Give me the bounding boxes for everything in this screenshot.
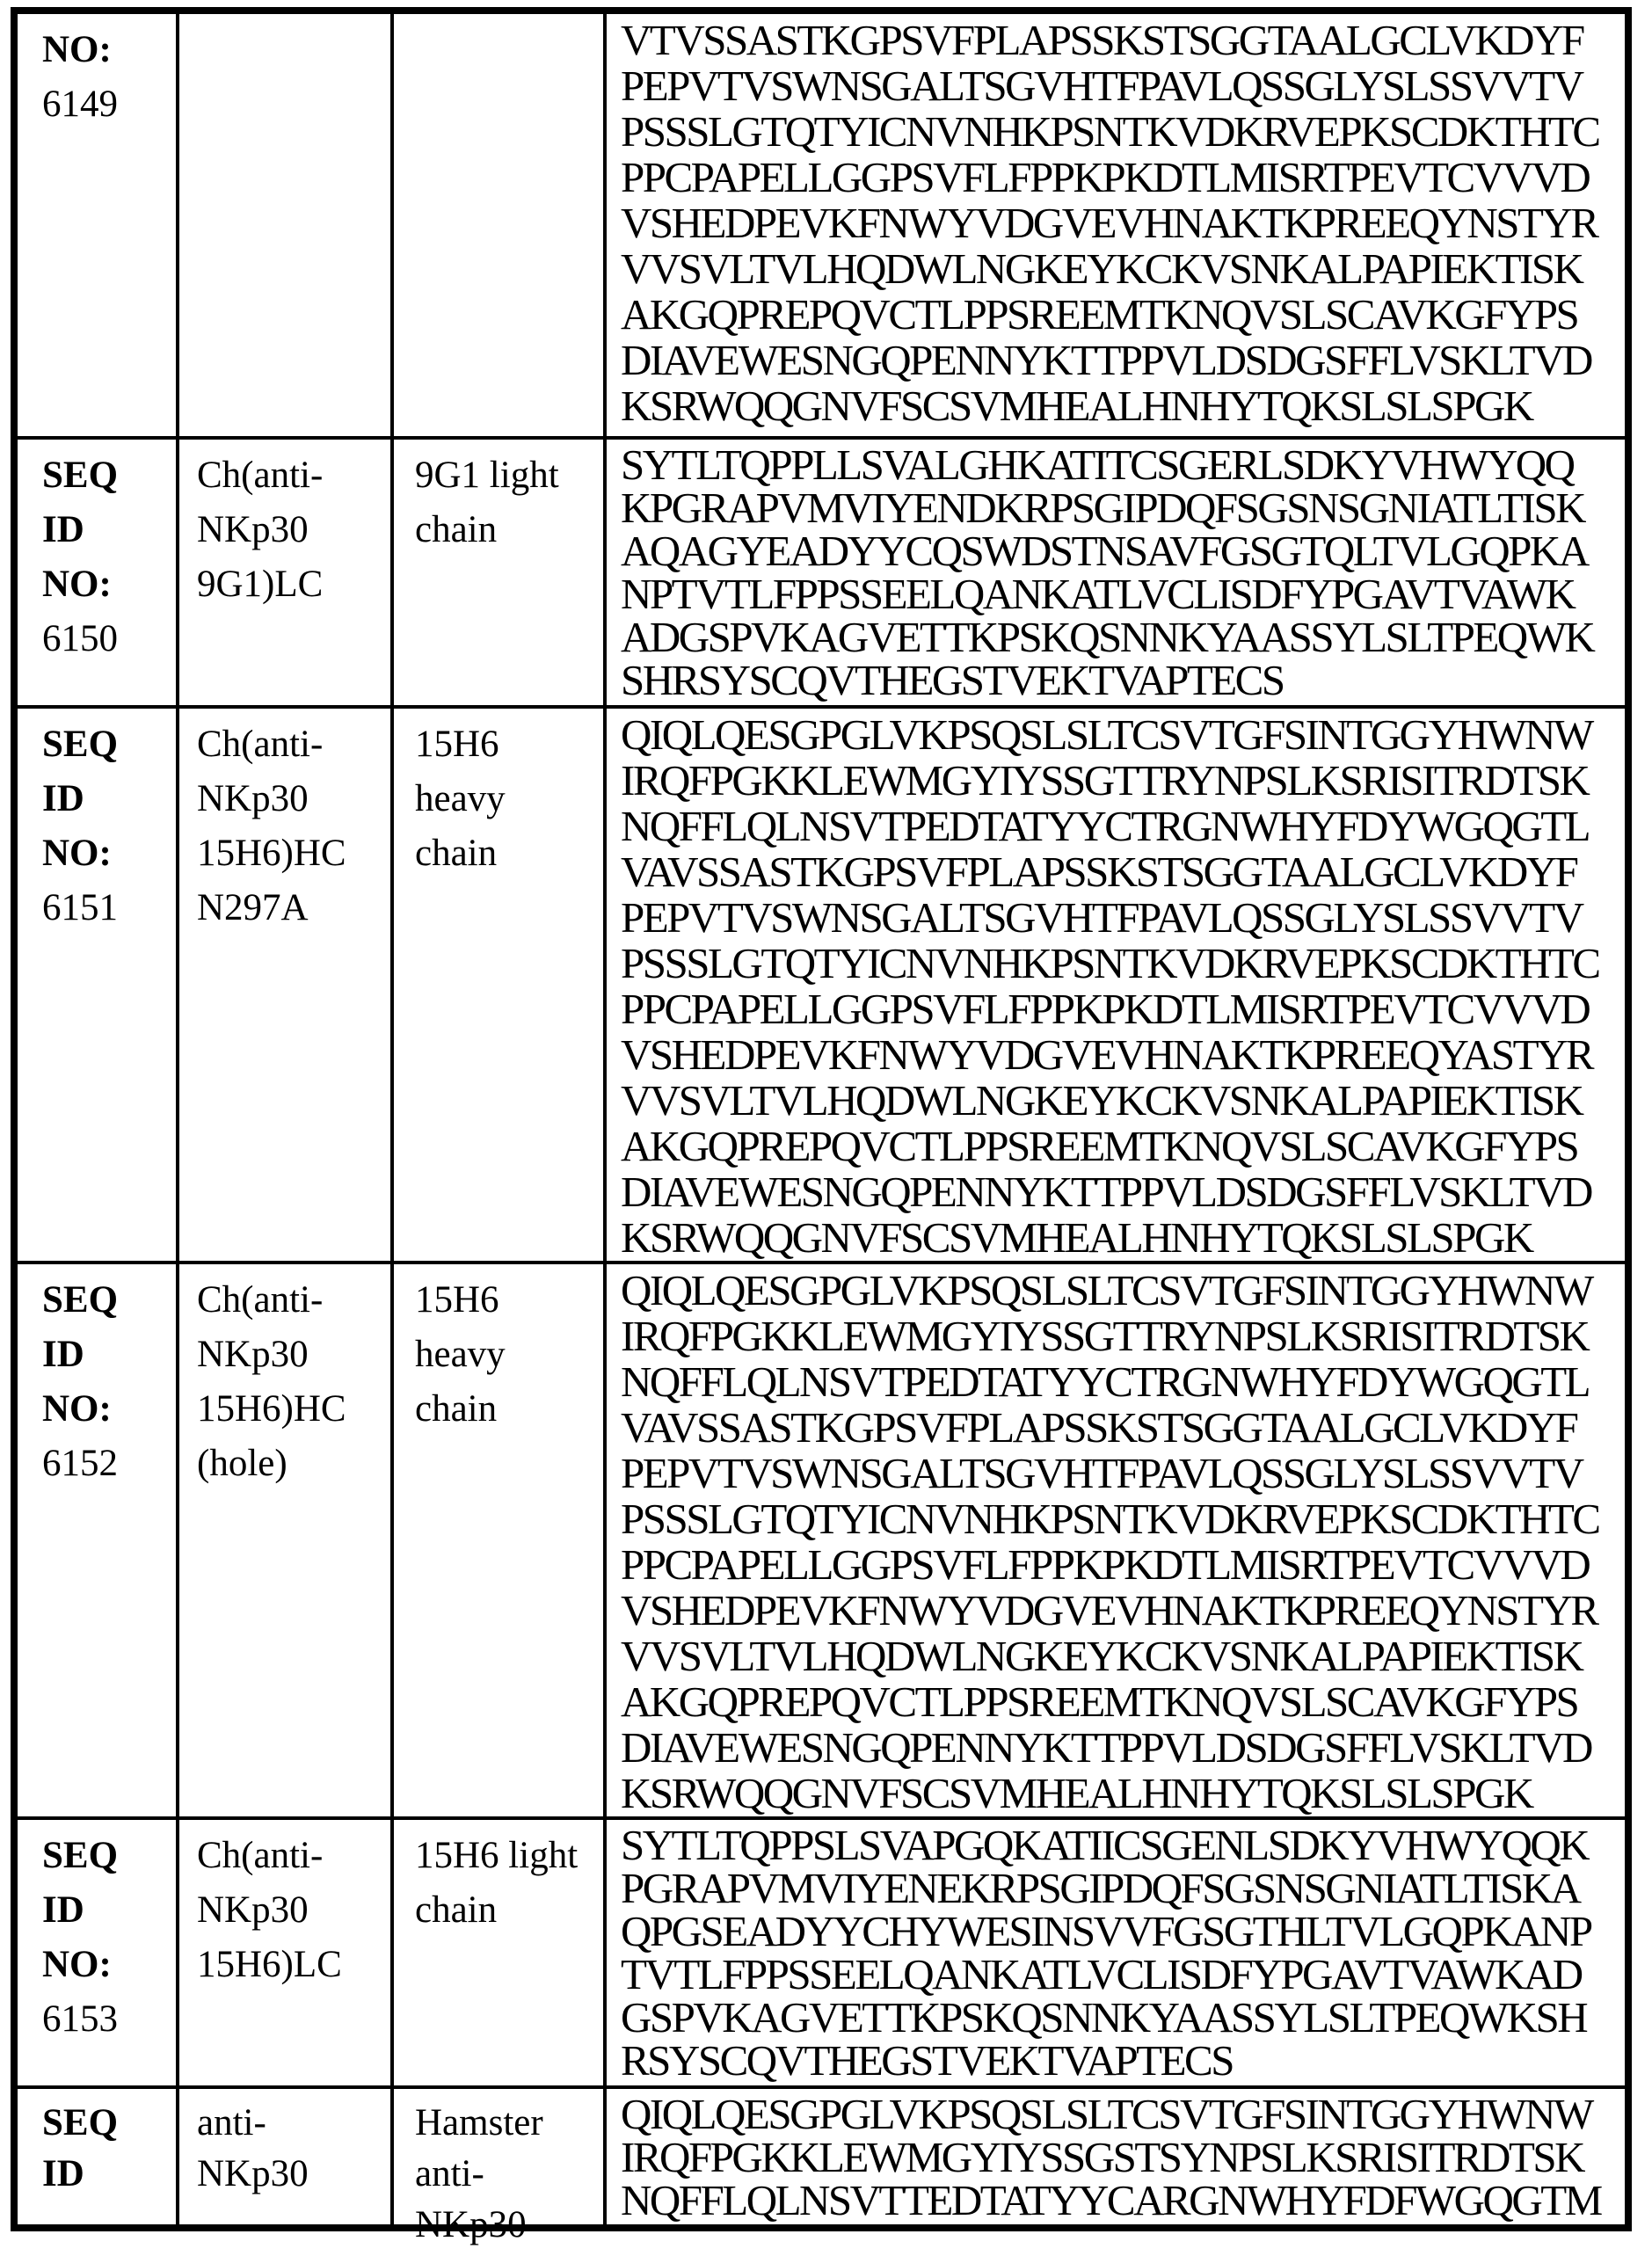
table-row (18, 1261, 1625, 1816)
sequence-table (11, 7, 1632, 2245)
sequence-line: PSSSLGTQTYICNVNHKPSNTKVDKRVEPKSCDKTHTC (621, 939, 1599, 987)
sequence-line: PEPVTVSWNSGALTSGVHTFPAVLQSSGLYSLSSVVTV (621, 62, 1583, 110)
sequence-line: KSRWQQGNVFSCSVMHEALHNHYTQKSLSLSPGK (621, 1213, 1532, 1262)
construct-name-line: N297A (197, 887, 309, 928)
seq-id-cell (18, 709, 176, 1261)
seq-id-line: 6149 (42, 84, 118, 125)
description-cell (390, 709, 603, 1261)
sequence-line: SHRSYSCQVTHEGSTVEKTVAPTECS (621, 656, 1284, 704)
description-line: chain (415, 1388, 498, 1430)
sequence-cell (603, 709, 1625, 1261)
description-cell (390, 1264, 603, 1816)
sequence-line: VSHEDPEVKFNWYVDGVEVHNAKTKPREEQYNSTYR (621, 199, 1597, 247)
sequence-line: SYTLTQPPSLSVAPGQKATIICSGENLSDKYVHWYQQK (621, 1821, 1589, 1869)
description-line: chain (415, 1889, 498, 1931)
description-line: 15H6 (415, 724, 499, 765)
construct-name-line: 15H6)HC (197, 833, 346, 874)
description-cell (390, 2089, 603, 2245)
sequence-line: PPCPAPELLGGPSVFLFPPKPKDTLMISRTPEVTCVVVD (621, 1540, 1590, 1589)
description-cell (390, 440, 603, 705)
description-line: heavy (415, 778, 506, 819)
seq-id-cell (18, 14, 176, 436)
sequence-line: QIQLQESGPGLVKPSQSLSLTCSVTGFSINTGGYHWNW (621, 1266, 1592, 1314)
seq-id-cell (18, 2089, 176, 2224)
seq-id-line: 6150 (42, 618, 118, 659)
seq-id-line: 6152 (42, 1443, 118, 1484)
description-line: 15H6 light (415, 1835, 579, 1876)
sequence-line: VAVSSASTKGPSVFPLAPSSKSTSGGTAALGCLVKDYF (621, 848, 1577, 896)
sequence-line: KSRWQQGNVFSCSVMHEALHNHYTQKSLSLSPGK (621, 382, 1532, 430)
sequence-line: NPTVTLFPPSSEELQANKATLVCLISDFYPGAVTVAWK (621, 570, 1575, 618)
sequence-line: NQFFLQLNSVTPEDTATYYCTRGNWHYFDYWGQGTL (621, 1357, 1590, 1406)
description-line: 9G1 light (415, 455, 559, 496)
sequence-line: QIQLQESGPGLVKPSQSLSLTCSVTGFSINTGGYHWNW (621, 710, 1592, 759)
seq-id-line: NO: (42, 29, 112, 70)
sequence-line: PPCPAPELLGGPSVFLFPPKPKDTLMISRTPEVTCVVVD (621, 153, 1590, 201)
description-line: heavy (415, 1334, 506, 1375)
sequence-line: QIQLQESGPGLVKPSQSLSLTCSVTGFSINTGGYHWNW (621, 2090, 1592, 2138)
sequence-line: KSRWQQGNVFSCSVMHEALHNHYTQKSLSLSPGK (621, 1769, 1532, 1817)
seq-id-cell (18, 440, 176, 705)
table-row (18, 14, 1625, 436)
sequence-line: VVSVLTVLHQDWLNGKEYKCKVSNKALPAPIEKTISK (621, 1632, 1583, 1680)
sequence-line: VAVSSASTKGPSVFPLAPSSKSTSGGTAALGCLVKDYF (621, 1403, 1577, 1452)
construct-name-cell (176, 14, 390, 436)
description-line: 15H6 (415, 1279, 499, 1321)
sequence-cell (603, 440, 1625, 705)
construct-name-line: anti- (197, 2102, 266, 2143)
construct-name-line: NKp30 (197, 1889, 309, 1931)
seq-id-line: SEQ (42, 1279, 119, 1321)
seq-id-line: ID (42, 509, 84, 550)
description-line: Hamster (415, 2102, 543, 2143)
seq-id-line: NO: (42, 1388, 112, 1430)
sequence-line: GSPVKAGVETTKPSKQSNNKYAASSYLSLTPEQWKSH (621, 1993, 1587, 2041)
construct-name-line: Ch(anti- (197, 724, 324, 765)
sequence-line: IRQFPGKKLEWMGYIYSSGTTRYNPSLKSRISITRDTSK (621, 756, 1589, 804)
sequence-line: SYTLTQPPLLSVALGHKATITCSGERLSDKYVHWYQQ (621, 440, 1574, 489)
construct-name-line: Ch(anti- (197, 1835, 324, 1876)
seq-id-line: SEQ (42, 2102, 119, 2143)
sequence-line: AKGQPREPQVCTLPPSREEMTKNQVSLSCAVKGFYPS (621, 290, 1578, 338)
construct-name-cell (176, 440, 390, 705)
sequence-line: PGRAPVMVIYENEKRPSGIPDQFSGSNSGNIATLTISKA (621, 1864, 1580, 1912)
sequence-line: PEPVTVSWNSGALTSGVHTFPAVLQSSGLYSLSSVVTV (621, 1449, 1583, 1497)
seq-id-line: ID (42, 2153, 84, 2194)
seq-id-line: SEQ (42, 455, 119, 496)
seq-id-cell (18, 1820, 176, 2085)
construct-name-cell (176, 1820, 390, 2085)
sequence-line: VVSVLTVLHQDWLNGKEYKCKVSNKALPAPIEKTISK (621, 244, 1583, 293)
sequence-line: VSHEDPEVKFNWYVDGVEVHNAKTKPREEQYASTYR (621, 1030, 1593, 1079)
construct-name-cell (176, 709, 390, 1261)
sequence-line: PSSSLGTQTYICNVNHKPSNTKVDKRVEPKSCDKTHTC (621, 107, 1599, 156)
description-cell (390, 1820, 603, 2085)
sequence-line: DIAVEWESNGQPENNYKTTPPVLDSDGSFFLVSKLTVD (621, 1168, 1591, 1216)
construct-name-cell (176, 2089, 390, 2224)
sequence-line: PEPVTVSWNSGALTSGVHTFPAVLQSSGLYSLSSVVTV (621, 893, 1583, 942)
construct-name-line: NKp30 (197, 509, 309, 550)
sequence-line: AKGQPREPQVCTLPPSREEMTKNQVSLSCAVKGFYPS (621, 1677, 1578, 1726)
sequence-line: DIAVEWESNGQPENNYKTTPPVLDSDGSFFLVSKLTVD (621, 1723, 1591, 1772)
seq-id-line: NO: (42, 833, 112, 874)
seq-id-line: ID (42, 778, 84, 819)
table-row (18, 436, 1625, 705)
sequence-line: TVTLFPPSSEELQANKATLVCLISDFYPGAVTVAWKAD (621, 1950, 1582, 1998)
table-row (18, 1816, 1625, 2085)
sequence-cell (603, 14, 1625, 436)
construct-name-line: 9G1)LC (197, 564, 324, 605)
construct-name-line: Ch(anti- (197, 455, 324, 496)
sequence-line: PSSSLGTQTYICNVNHKPSNTKVDKRVEPKSCDKTHTC (621, 1495, 1599, 1543)
sequence-line: IRQFPGKKLEWMGYIYSSGSTSYNPSLKSRISITRDTSK (621, 2133, 1584, 2181)
sequence-cell (603, 2089, 1625, 2224)
seq-id-line: ID (42, 1334, 84, 1375)
description-line: chain (415, 509, 498, 550)
construct-name-line: 15H6)HC (197, 1388, 346, 1430)
seq-id-line: NO: (42, 1944, 112, 1985)
sequence-line: AKGQPREPQVCTLPPSREEMTKNQVSLSCAVKGFYPS (621, 1122, 1578, 1170)
description-line: anti- (415, 2153, 484, 2194)
sequence-cell (603, 1264, 1625, 1816)
sequence-line: AQAGYEADYYCQSWDSTNSAVFGSGTQLTVLGQPKA (621, 527, 1588, 575)
seq-id-line: NO: (42, 564, 112, 605)
sequence-line: KPGRAPVMVIYENDKRPSGIPDQFSGSNSGNIATLTISK (621, 484, 1584, 532)
sequence-line: ADGSPVKAGVETTKPSKQSNNKYAASSYLSLTPEQWK (621, 613, 1594, 661)
construct-name-line: NKp30 (197, 778, 309, 819)
sequence-line: VTVSSASTKGPSVFPLAPSSKSTSGGTAALGCLVKDYF (621, 16, 1583, 64)
seq-id-line: 6153 (42, 1998, 118, 2040)
description-line: chain (415, 833, 498, 874)
seq-id-cell (18, 1264, 176, 1816)
seq-id-line: SEQ (42, 1835, 119, 1876)
seq-id-line: 6151 (42, 887, 118, 928)
construct-name-line: Ch(anti- (197, 1279, 324, 1321)
sequence-cell (603, 1820, 1625, 2085)
sequence-line: VVSVLTVLHQDWLNGKEYKCKVSNKALPAPIEKTISK (621, 1076, 1583, 1124)
sequence-line: RSYSCQVTHEGSTVEKTVAPTECS (621, 2036, 1233, 2085)
seq-id-line: SEQ (42, 724, 119, 765)
description-cell (390, 14, 603, 436)
sequence-line: PPCPAPELLGGPSVFLFPPKPKDTLMISRTPEVTCVVVD (621, 985, 1590, 1033)
construct-name-line: NKp30 (197, 2153, 309, 2194)
sequence-line: IRQFPGKKLEWMGYIYSSGTTRYNPSLKSRISITRDTSK (621, 1312, 1589, 1360)
sequence-line: NQFFLQLNSVTPEDTATYYCTRGNWHYFDYWGQGTL (621, 802, 1590, 850)
table-row (18, 2085, 1625, 2245)
sequence-line: QPGSEADYYCHYWESINSVVFGSGTHLTVLGQPKANP (621, 1907, 1591, 1955)
construct-name-line: (hole) (197, 1443, 287, 1484)
seq-id-line: ID (42, 1889, 84, 1931)
sequence-line: DIAVEWESNGQPENNYKTTPPVLDSDGSFFLVSKLTVD (621, 336, 1591, 384)
construct-name-line: 15H6)LC (197, 1944, 342, 1985)
description-line: NKp30 (415, 2204, 527, 2245)
sequence-line: VSHEDPEVKFNWYVDGVEVHNAKTKPREEQYNSTYR (621, 1586, 1597, 1634)
sequence-line: NQFFLQLNSVTTEDTATYYCARGNWHYFDFWGQGTM (621, 2176, 1601, 2224)
construct-name-cell (176, 1264, 390, 1816)
table-row (18, 705, 1625, 1261)
construct-name-line: NKp30 (197, 1334, 309, 1375)
